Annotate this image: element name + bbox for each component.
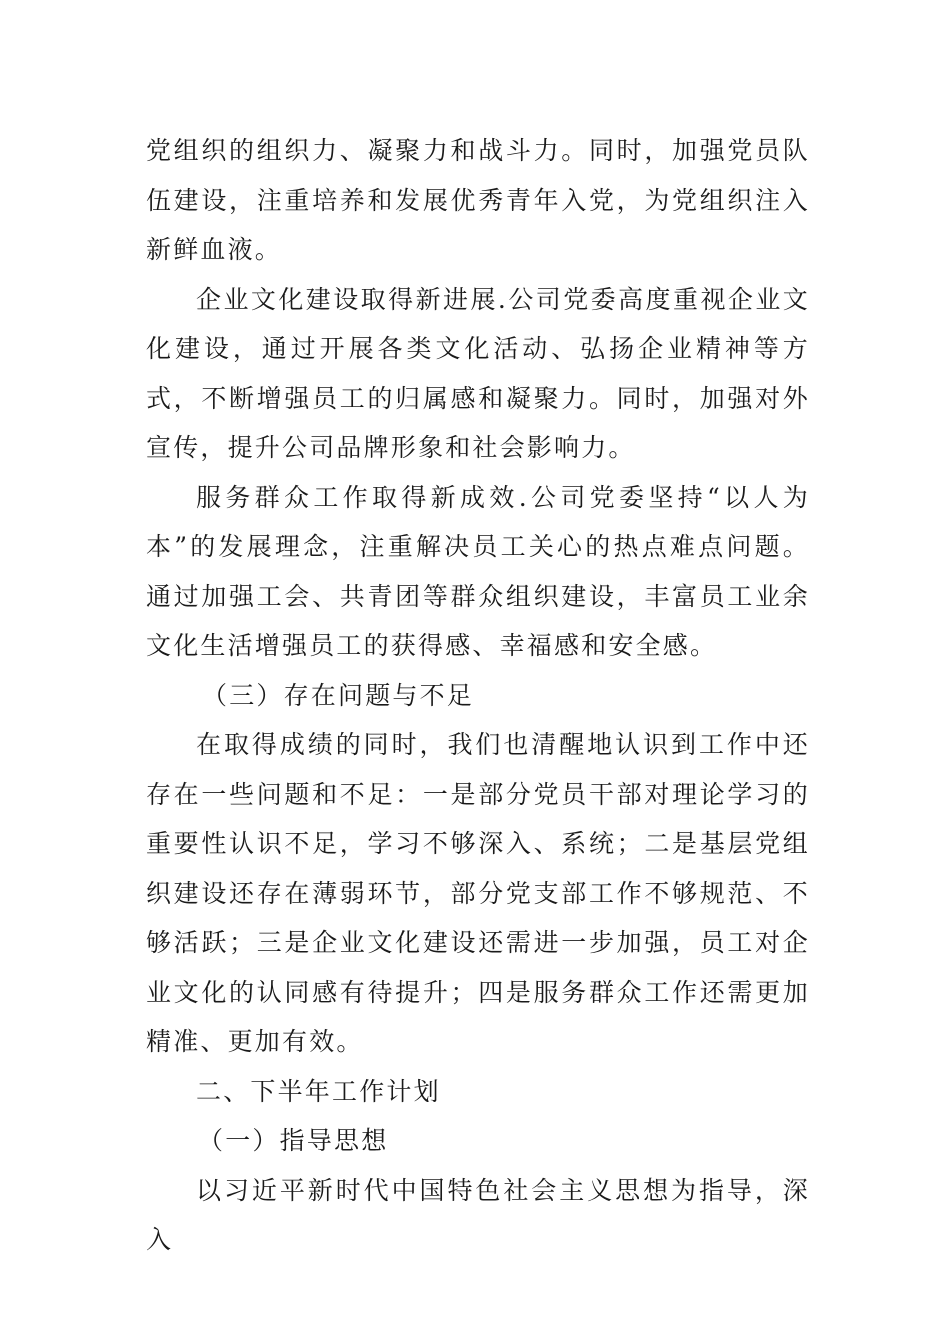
paragraph-guiding-ideology: 以习近平新时代中国特色社会主义思想为指导，深入 bbox=[146, 1175, 810, 1254]
heading-guiding-ideology: （一）指导思想 bbox=[198, 1126, 389, 1155]
paragraph-problems-shortcomings: 在取得成绩的同时，我们也清醒地认识到工作中还存在一些问题和不足：一是部分党员干部对理论学习的重要性认识不足，学习不够深入、系统；二是基层党组织建设还存在薄弱环节，部分党支部工作不够规范、不够活跃；三是企业文化建设还需进一步加强，员工对企业文化的认同感有待提升；四是服务群众工作还需更加精准、更加有效。 bbox=[146, 730, 810, 1056]
paragraph-serving-masses: 服务群众工作取得新成效.公司党委坚持“以人为本”的发展理念，注重解决员工关心的热点难点问题。通过加强工会、共青团等群众组织建设，丰富员工业余文化生活增强员工的获得感、幸福感和安全感。 bbox=[146, 482, 810, 660]
heading-second-half-plan: 二、下半年工作计划 bbox=[196, 1076, 441, 1106]
paragraph-party-organization-continued: 党组织的组织力、凝聚力和战斗力。同时，加强党员队伍建设，注重培养和发展优秀青年入党，为党组织注入新鲜血液。 bbox=[146, 136, 810, 264]
heading-problems-shortcomings: （三）存在问题与不足 bbox=[202, 680, 475, 710]
document-body bbox=[146, 126, 810, 1265]
paragraph-enterprise-culture: 企业文化建设取得新进展.公司党委高度重视企业文化建设，通过开展各类文化活动、弘扬企业精神等方式，不断增强员工的归属感和凝聚力。同时，加强对外宣传，提升公司品牌形象和社会影响力。 bbox=[146, 284, 810, 462]
